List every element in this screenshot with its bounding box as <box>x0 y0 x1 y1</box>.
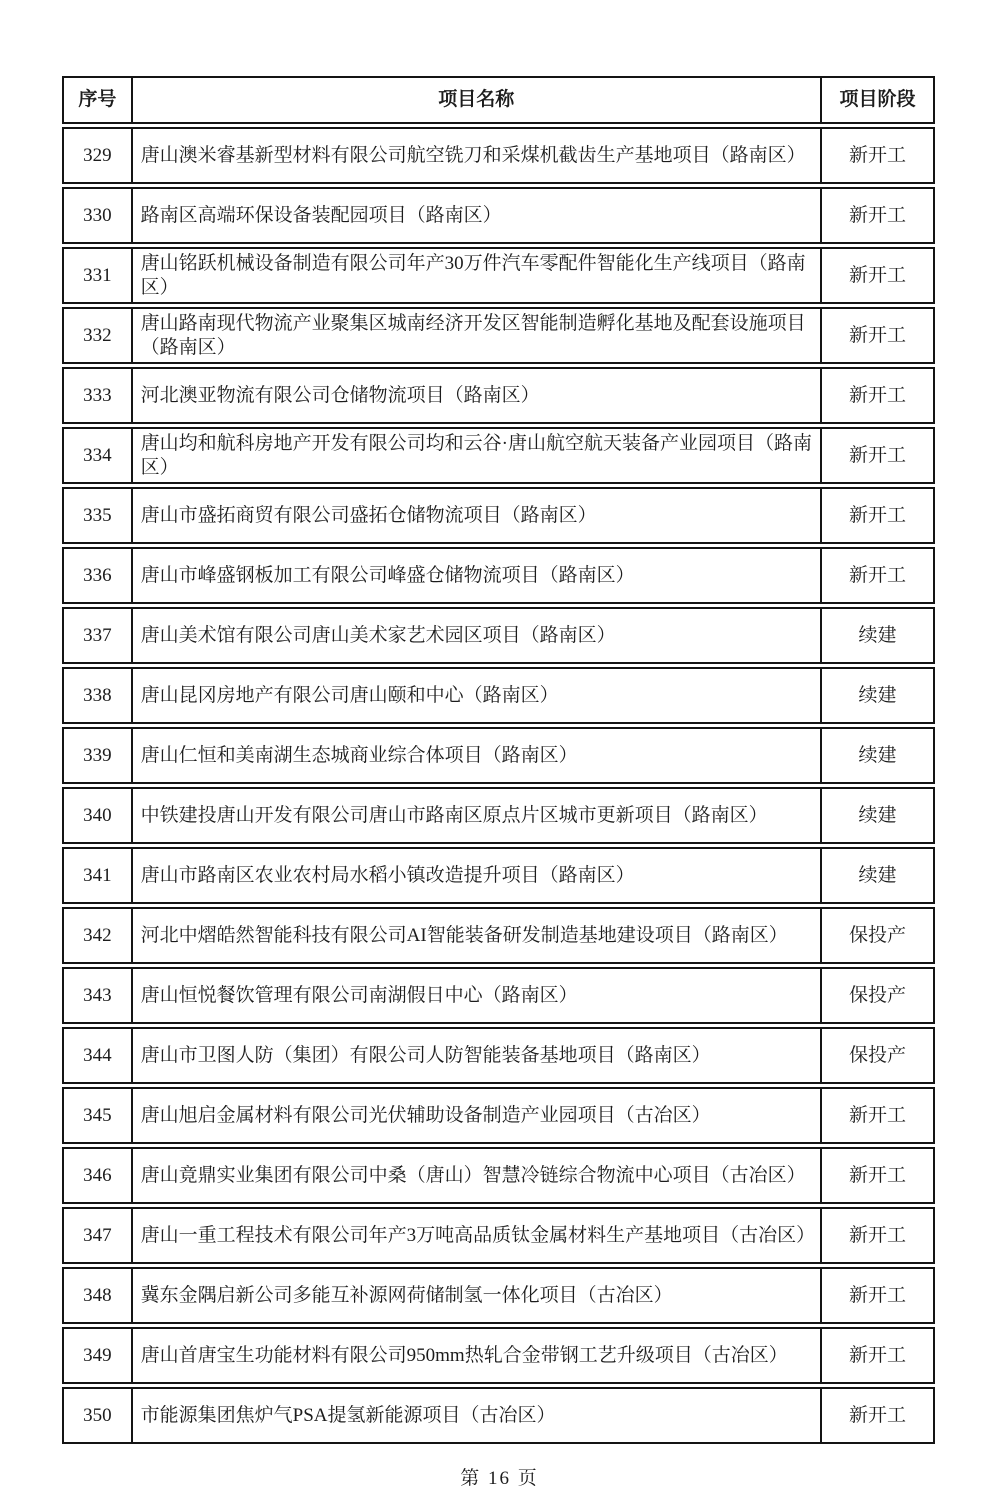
row-project-name: 河北中熠皓然智能科技有限公司AI智能装备研发制造基地建设项目（路南区） <box>133 907 822 964</box>
row-project-name: 唐山一重工程技术有限公司年产3万吨高品质钛金属材料生产基地项目（古冶区） <box>133 1207 822 1264</box>
row-project-stage: 新开工 <box>822 427 935 484</box>
row-project-stage: 续建 <box>822 667 935 724</box>
row-project-stage: 续建 <box>822 727 935 784</box>
table-row <box>62 607 935 664</box>
row-serial-number: 338 <box>62 667 133 724</box>
row-serial-number: 330 <box>62 187 133 244</box>
table-header-row <box>62 76 935 124</box>
row-project-name: 冀东金隅启新公司多能互补源网荷储制氢一体化项目（古冶区） <box>133 1267 822 1324</box>
row-project-stage: 保投产 <box>822 1027 935 1084</box>
row-serial-number: 332 <box>62 307 133 364</box>
row-serial-number: 344 <box>62 1027 133 1084</box>
table-row <box>62 307 935 364</box>
table-row <box>62 547 935 604</box>
row-serial-number: 343 <box>62 967 133 1024</box>
row-project-name: 唐山澳米睿基新型材料有限公司航空铣刀和采煤机截齿生产基地项目（路南区） <box>133 127 822 184</box>
table-row <box>62 787 935 844</box>
row-project-name: 唐山恒悦餐饮管理有限公司南湖假日中心（路南区） <box>133 967 822 1024</box>
row-serial-number: 348 <box>62 1267 133 1324</box>
row-project-stage: 续建 <box>822 607 935 664</box>
row-project-stage: 新开工 <box>822 1327 935 1384</box>
row-serial-number: 341 <box>62 847 133 904</box>
row-project-name: 唐山昆冈房地产有限公司唐山颐和中心（路南区） <box>133 667 822 724</box>
row-serial-number: 339 <box>62 727 133 784</box>
row-project-stage: 新开工 <box>822 1207 935 1264</box>
table-row <box>62 427 935 484</box>
row-project-stage: 保投产 <box>822 907 935 964</box>
row-serial-number: 329 <box>62 127 133 184</box>
row-project-name: 唐山竟鼎实业集团有限公司中桑（唐山）智慧冷链综合物流中心项目（古冶区） <box>133 1147 822 1204</box>
row-serial-number: 347 <box>62 1207 133 1264</box>
row-serial-number: 342 <box>62 907 133 964</box>
row-project-name: 唐山首唐宝生功能材料有限公司950mm热轧合金带钢工艺升级项目（古冶区） <box>133 1327 822 1384</box>
table-row <box>62 247 935 304</box>
row-project-stage: 新开工 <box>822 1147 935 1204</box>
row-project-name: 唐山铭跃机械设备制造有限公司年产30万件汽车零配件智能化生产线项目（路南区） <box>133 247 822 304</box>
table-row <box>62 967 935 1024</box>
row-project-stage: 新开工 <box>822 1387 935 1444</box>
row-project-name: 唐山市卫图人防（集团）有限公司人防智能装备基地项目（路南区） <box>133 1027 822 1084</box>
column-header-stage: 项目阶段 <box>822 76 935 124</box>
row-project-stage: 新开工 <box>822 547 935 604</box>
row-serial-number: 331 <box>62 247 133 304</box>
row-serial-number: 336 <box>62 547 133 604</box>
column-header-name: 项目名称 <box>133 76 822 124</box>
row-project-name: 唐山旭启金属材料有限公司光伏辅助设备制造产业园项目（古冶区） <box>133 1087 822 1144</box>
row-project-name: 唐山均和航科房地产开发有限公司均和云谷·唐山航空航天装备产业园项目（路南区） <box>133 427 822 484</box>
row-project-stage: 新开工 <box>822 1267 935 1324</box>
table-row <box>62 1327 935 1384</box>
table-row <box>62 1147 935 1204</box>
row-project-name: 唐山仁恒和美南湖生态城商业综合体项目（路南区） <box>133 727 822 784</box>
row-project-stage: 新开工 <box>822 367 935 424</box>
column-header-no: 序号 <box>62 76 133 124</box>
project-table <box>62 73 935 1447</box>
table-body <box>62 127 935 1444</box>
row-project-stage: 新开工 <box>822 127 935 184</box>
row-serial-number: 349 <box>62 1327 133 1384</box>
row-serial-number: 350 <box>62 1387 133 1444</box>
row-project-name: 唐山市路南区农业农村局水稻小镇改造提升项目（路南区） <box>133 847 822 904</box>
table-row <box>62 367 935 424</box>
row-project-name: 唐山路南现代物流产业聚集区城南经济开发区智能制造孵化基地及配套设施项目（路南区） <box>133 307 822 364</box>
row-project-stage: 续建 <box>822 787 935 844</box>
row-serial-number: 346 <box>62 1147 133 1204</box>
table-row <box>62 907 935 964</box>
row-project-name: 路南区高端环保设备装配园项目（路南区） <box>133 187 822 244</box>
row-project-stage: 续建 <box>822 847 935 904</box>
row-serial-number: 333 <box>62 367 133 424</box>
table-row <box>62 187 935 244</box>
row-project-name: 唐山市峰盛钢板加工有限公司峰盛仓储物流项目（路南区） <box>133 547 822 604</box>
row-serial-number: 334 <box>62 427 133 484</box>
row-project-name: 唐山市盛拓商贸有限公司盛拓仓储物流项目（路南区） <box>133 487 822 544</box>
table-row <box>62 1267 935 1324</box>
row-project-name: 中铁建投唐山开发有限公司唐山市路南区原点片区城市更新项目（路南区） <box>133 787 822 844</box>
row-project-stage: 新开工 <box>822 1087 935 1144</box>
table-row <box>62 667 935 724</box>
table-row <box>62 487 935 544</box>
table-row <box>62 727 935 784</box>
row-project-stage: 保投产 <box>822 967 935 1024</box>
table-row <box>62 1387 935 1444</box>
row-project-stage: 新开工 <box>822 487 935 544</box>
page-number: 第 16 页 <box>460 1468 539 1489</box>
row-serial-number: 335 <box>62 487 133 544</box>
row-project-stage: 新开工 <box>822 187 935 244</box>
row-project-stage: 新开工 <box>822 247 935 304</box>
table-row <box>62 127 935 184</box>
row-project-name: 河北澳亚物流有限公司仓储物流项目（路南区） <box>133 367 822 424</box>
row-project-name: 市能源集团焦炉气PSA提氢新能源项目（古冶区） <box>133 1387 822 1444</box>
row-serial-number: 340 <box>62 787 133 844</box>
row-project-name: 唐山美术馆有限公司唐山美术家艺术园区项目（路南区） <box>133 607 822 664</box>
table-row <box>62 1087 935 1144</box>
table-row <box>62 847 935 904</box>
table-row <box>62 1027 935 1084</box>
table-header <box>62 76 935 124</box>
row-serial-number: 337 <box>62 607 133 664</box>
table-row <box>62 1207 935 1264</box>
row-project-stage: 新开工 <box>822 307 935 364</box>
row-serial-number: 345 <box>62 1087 133 1144</box>
